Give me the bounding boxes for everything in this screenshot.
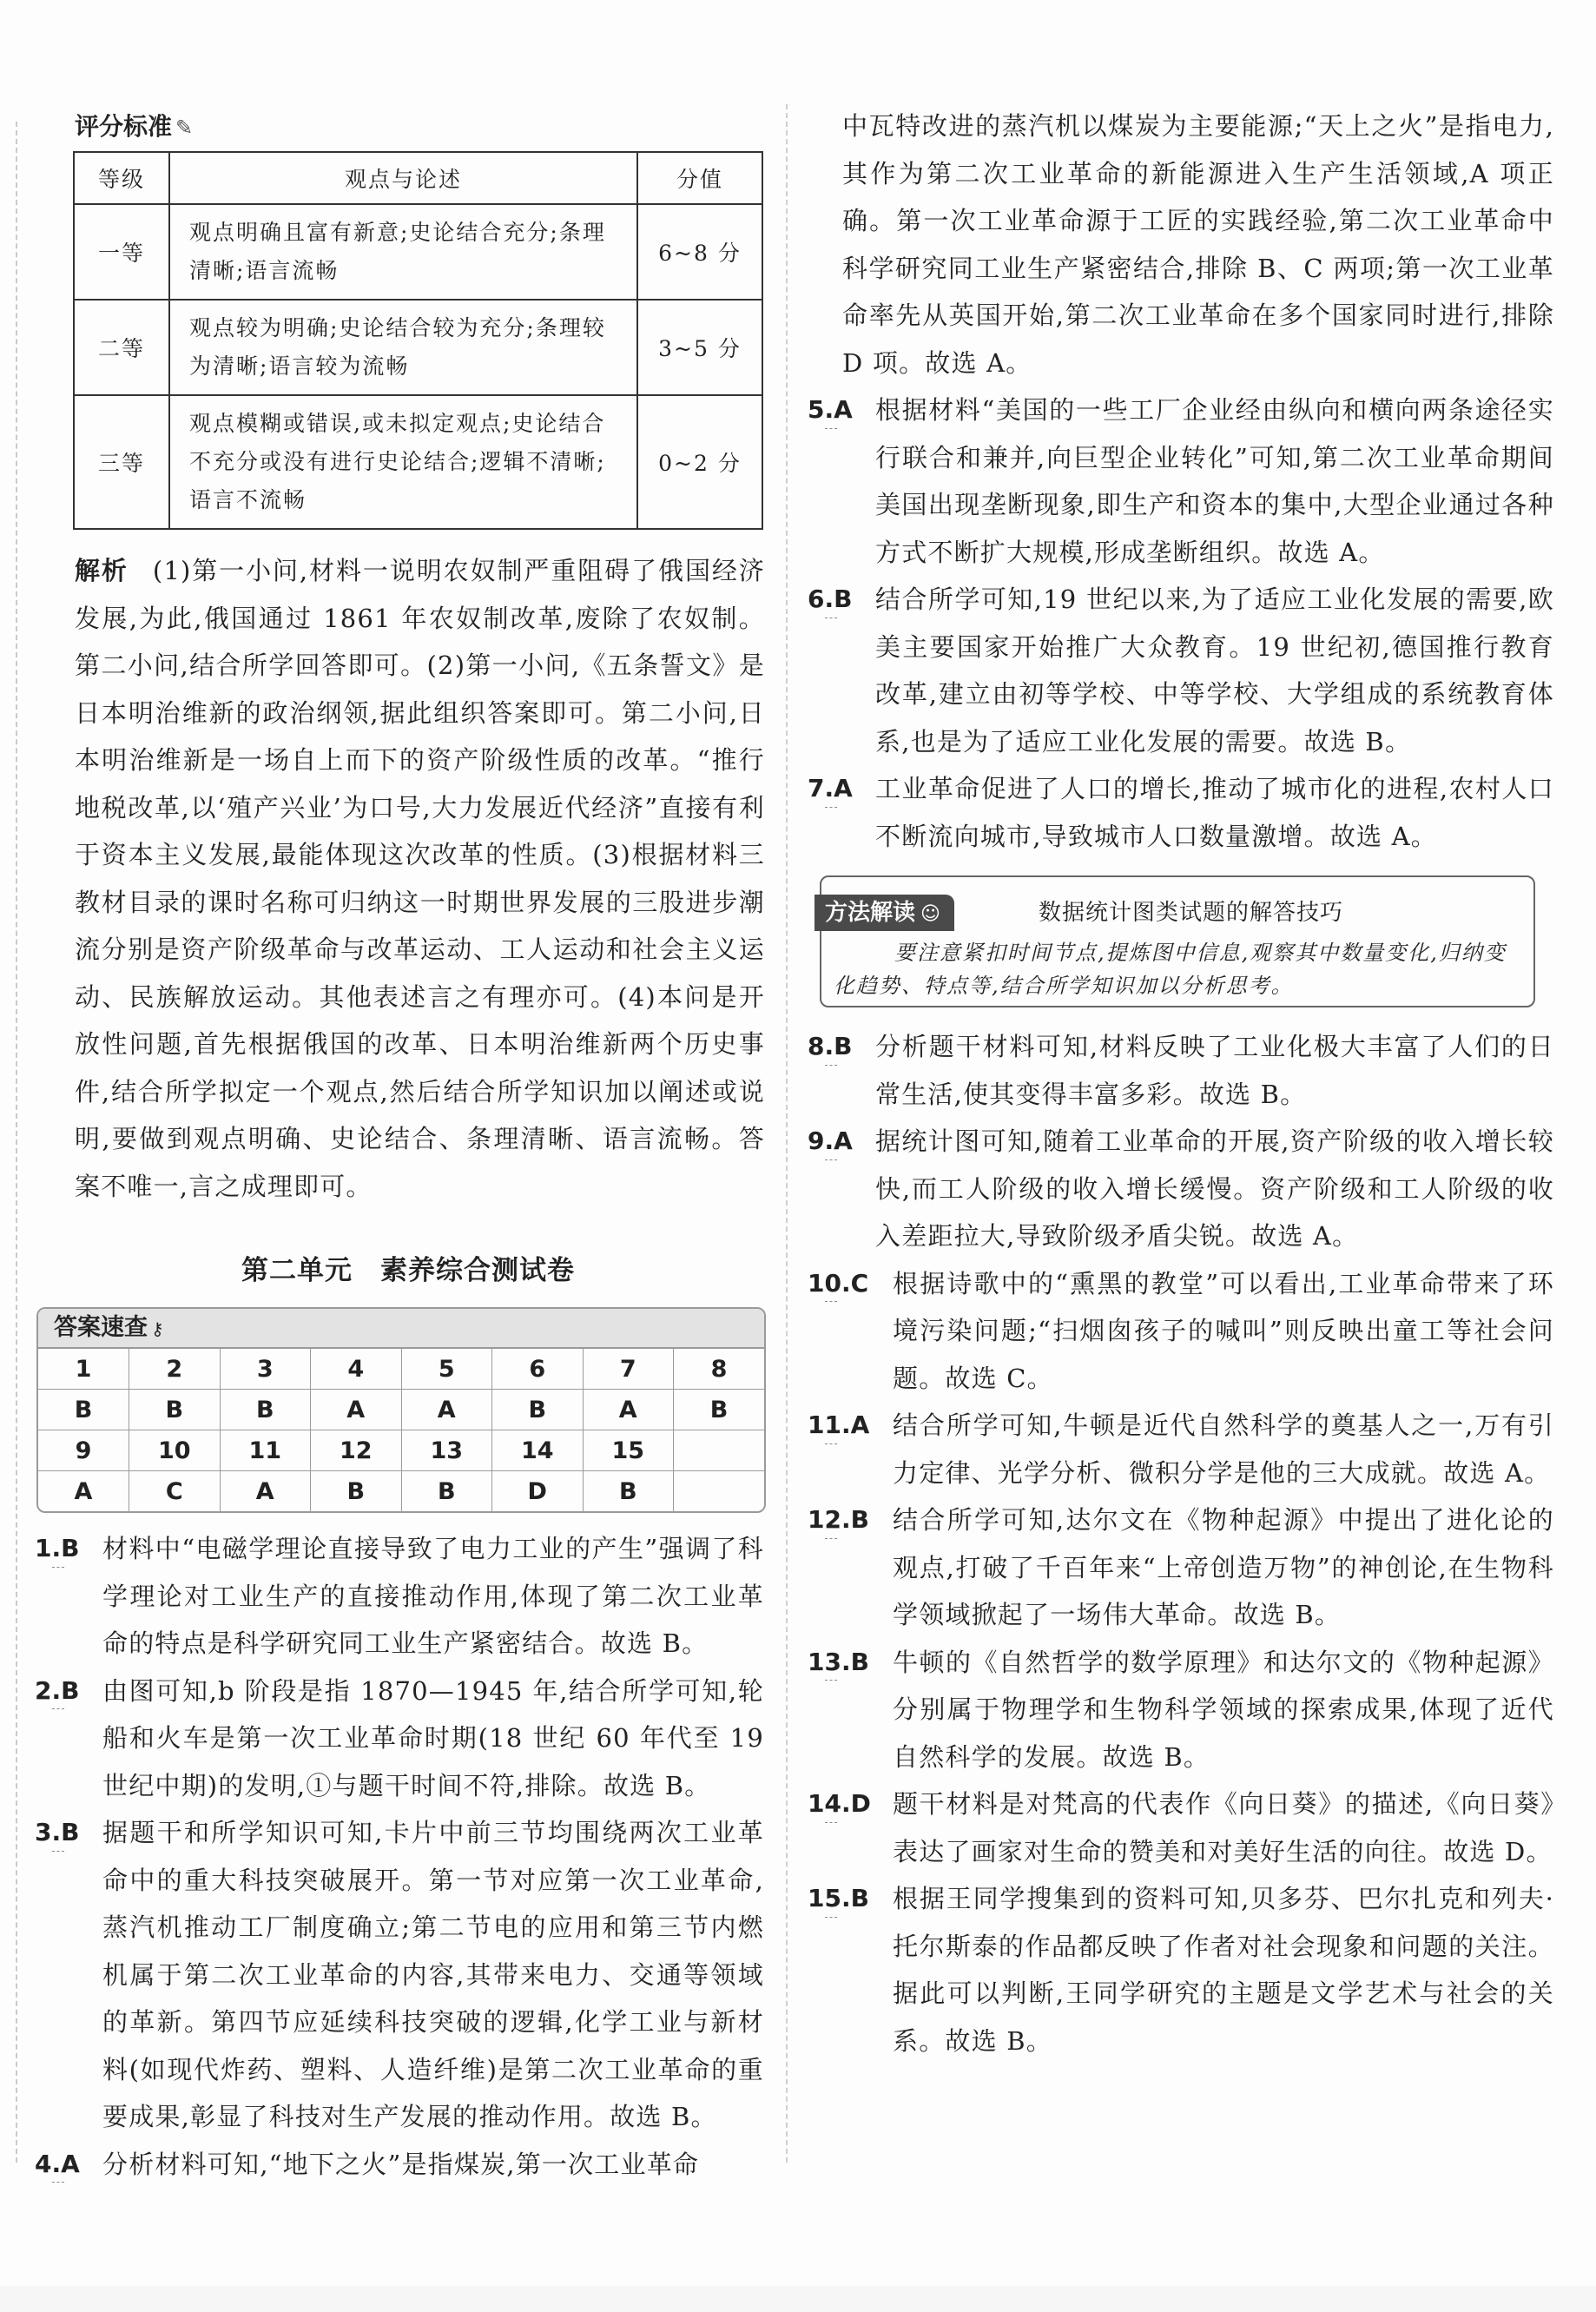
answer-explanation-7: 7.A 工业革命促进了人口的增长,推动了城市化的进程,农村人口不断流向城市,导致城市人口数量激增。故选 A。 bbox=[808, 765, 1554, 860]
answer-number: 3.B bbox=[35, 1809, 79, 1857]
method-body: 要注意紧扣时间节点,提炼图中信息,观察其中数量变化,归纳变化趋势、特点等,结合所学知识加以分析思考。 bbox=[834, 941, 1507, 998]
grid-cell: 13 bbox=[401, 1430, 492, 1471]
grid-cell bbox=[674, 1430, 765, 1471]
score-cell: 6~8 分 bbox=[637, 204, 762, 300]
score-cell: 0~2 分 bbox=[637, 395, 762, 529]
answer-number: 14.D bbox=[808, 1780, 871, 1828]
grid-cell: A bbox=[311, 1390, 402, 1430]
analysis-paragraph bbox=[75, 547, 765, 1210]
table-row bbox=[74, 395, 762, 529]
table-row bbox=[74, 300, 762, 395]
grid-cell: B bbox=[38, 1390, 129, 1430]
question-number-row bbox=[38, 1430, 764, 1471]
answer-number: 4.A bbox=[35, 2141, 80, 2189]
grid-cell: B bbox=[220, 1390, 311, 1430]
description-cell: 观点较为明确;史论结合较为充分;条理较为清晰;语言较为流畅 bbox=[169, 300, 637, 395]
column-divider bbox=[786, 104, 788, 2163]
grid-cell: 10 bbox=[129, 1430, 221, 1471]
grid-cell: 11 bbox=[220, 1430, 311, 1471]
unit-title: 第二单元 素养综合测试卷 bbox=[241, 1255, 575, 1286]
grid-cell: B bbox=[401, 1471, 492, 1512]
grid-cell: A bbox=[401, 1390, 492, 1430]
grid-cell: 12 bbox=[311, 1430, 402, 1471]
grid-cell: 3 bbox=[220, 1349, 311, 1390]
grid-cell: 14 bbox=[492, 1430, 584, 1471]
grid-cell: 5 bbox=[401, 1349, 492, 1390]
header-description: 观点与论述 bbox=[169, 152, 637, 204]
table-row bbox=[74, 204, 762, 300]
answer-letter-row bbox=[38, 1471, 764, 1512]
method-title: 数据统计图类试题的解答技巧 bbox=[1039, 900, 1344, 926]
grid-cell: B bbox=[492, 1390, 584, 1430]
grid-cell: 9 bbox=[38, 1430, 129, 1471]
answer-explanation-10: 10.C 根据诗歌中的“熏黑的教堂”可以看出,工业革命带来了环境污染问题;“扫烟囱孩子的喊叫”则反映出童工等社会问题。故选 C。 bbox=[808, 1260, 1554, 1403]
answer-4-continuation: 中瓦特改进的蒸汽机以煤炭为主要能源;“天上之火”是指电力,其作为第二次工业革命的新能源进入生产生活领域,A 项正确。第一次工业革命源于工匠的实践经验,第二次工业革命中科学研究同工业生产紧密结合,排除 B、C 两项;第一次工业革命率先从英国开始,第二次工业革命在多个国家同时进行,排除 D 项。故选 A。 bbox=[842, 111, 1554, 378]
grid-cell: 1 bbox=[38, 1349, 129, 1390]
answer-explanation-5: 5.A 根据材料“美国的一些工厂企业经由纵向和横向两条途径实行联合和兼并,向巨型企业转化”可知,第二次工业革命期间美国出现垄断现象,即生产和资本的集中,大型企业通过各种方式不断扩大规模,形成垄断组织。故选 A。 bbox=[808, 386, 1554, 576]
answer-number: 6.B bbox=[808, 576, 852, 624]
answer-explanation-8: 8.B 分析题干材料可知,材料反映了工业化极大丰富了人们的日常生活,使其变得丰富多彩。故选 B。 bbox=[808, 1023, 1554, 1118]
scoring-criteria-title: 评分标准 ✎ bbox=[75, 112, 194, 141]
level-cell: 三等 bbox=[74, 395, 169, 529]
answer-number: 13.B bbox=[808, 1639, 869, 1687]
answer-number: 5.A bbox=[808, 386, 853, 434]
quick-answer-header: 答案速查 ⚷ bbox=[38, 1309, 764, 1349]
grid-cell: B bbox=[674, 1390, 765, 1430]
grid-cell bbox=[674, 1471, 765, 1512]
question-number-row bbox=[38, 1349, 764, 1390]
answer-number: 9.A bbox=[808, 1118, 853, 1166]
answer-number: 12.B bbox=[808, 1496, 869, 1544]
grid-cell: A bbox=[220, 1471, 311, 1512]
reading-icon: ☺ bbox=[920, 903, 940, 925]
answer-number: 15.B bbox=[808, 1875, 869, 1923]
answer-explanation-11: 11.A 结合所学可知,牛顿是近代自然科学的奠基人之一,万有引力定律、光学分析、微积分学是他的三大成就。故选 A。 bbox=[808, 1402, 1554, 1496]
quick-answer-panel bbox=[36, 1307, 766, 1513]
grid-cell: 15 bbox=[583, 1430, 674, 1471]
score-cell: 3~5 分 bbox=[637, 300, 762, 395]
grid-cell: A bbox=[583, 1390, 674, 1430]
grid-cell: 2 bbox=[129, 1349, 221, 1390]
analysis-label: 解析 bbox=[75, 556, 129, 585]
answer-number: 7.A bbox=[808, 765, 853, 813]
key-icon: ⚷ bbox=[151, 1318, 164, 1339]
grid-cell: C bbox=[129, 1471, 221, 1512]
grid-cell: B bbox=[583, 1471, 674, 1512]
quick-answer-grid bbox=[38, 1349, 764, 1511]
method-badge: 方法解读 ☺ bbox=[814, 895, 954, 931]
grid-cell: D bbox=[492, 1471, 584, 1512]
answer-explanation-1: 1.B 材料中“电磁学理论直接导致了电力工业的产生”强调了科学理论对工业生产的直接推动作用,体现了第二次工业革命的特点是科学研究同工业生产紧密结合。故选 B。 bbox=[35, 1525, 764, 1668]
answer-number: 8.B bbox=[808, 1023, 852, 1071]
header-score: 分值 bbox=[637, 152, 762, 204]
answer-explanation-14: 14.D 题干材料是对梵高的代表作《向日葵》的描述,《向日葵》表达了画家对生命的赞美和对美好生活的向往。故选 D。 bbox=[808, 1780, 1554, 1875]
level-cell: 二等 bbox=[74, 300, 169, 395]
leaf-pen-icon: ✎ bbox=[175, 116, 194, 140]
answer-number: 2.B bbox=[35, 1668, 79, 1715]
method-tip-box bbox=[820, 875, 1535, 1007]
scoring-criteria-table bbox=[73, 151, 763, 530]
grid-cell: 6 bbox=[492, 1349, 584, 1390]
level-cell: 一等 bbox=[74, 204, 169, 300]
analysis-text: (1)第一小问,材料一说明农奴制严重阻碍了俄国经济发展,为此,俄国通过 1861 年农奴制改革,废除了农奴制。第二小问,结合所学回答即可。(2)第一小问,《五条誓文》是日本明治维新的政治纲领,据此组织答案即可。第二小问,日本明治维新是一场自上而下的资产阶级性质的改革。“推行地税改革,以‘殖产兴业’为口号,大力发展近代经济”直接有利于资本主义发展,最能体现这次改革的性质。(3)根据材料三教材目录的课时名称可归纳这一时期世界发展的三股进步潮流分别是资产阶级革命与改革运动、工人运动和社会主义运动、民族解放运动。其他表述言之有理亦可。(4)本问是开放性问题,首先根据俄国的改革、日本明治维新两个历史事件,结合所学拟定一个观点,然后结合所学知识加以阐述或说明,要做到观点明确、史论结合、条理清晰、语言流畅。答案不唯一,言之成理即可。 bbox=[75, 556, 765, 1201]
binding-margin-dashed-line bbox=[16, 122, 17, 2163]
grid-cell: 8 bbox=[674, 1349, 765, 1390]
description-cell: 观点明确且富有新意;史论结合充分;条理清晰;语言流畅 bbox=[169, 204, 637, 300]
answer-explanation-15: 15.B 根据王同学搜集到的资料可知,贝多芬、巴尔扎克和列夫·托尔斯泰的作品都反映了作者对社会现象和问题的关注。据此可以判断,王同学研究的主题是文学艺术与社会的关系。故选 B。 bbox=[808, 1875, 1554, 2064]
answer-number: 10.C bbox=[808, 1260, 868, 1308]
grid-cell: 7 bbox=[583, 1349, 674, 1390]
answer-explanation-6: 6.B 结合所学可知,19 世纪以来,为了适应工业化发展的需要,欧美主要国家开始推广大众教育。19 世纪初,德国推行教育改革,建立由初等学校、中等学校、大学组成的系统教育体系,也是为了适应工业化发展的需要。故选 B。 bbox=[808, 576, 1554, 765]
description-cell: 观点模糊或错误,或未拟定观点;史论结合不充分或没有进行史论结合;逻辑不清晰;语言不流畅 bbox=[169, 395, 637, 529]
answer-explanation-2: 2.B 由图可知,b 阶段是指 1870—1945 年,结合所学可知,轮船和火车是第一次工业革命时期(18 世纪 60 年代至 19 世纪中期)的发明,①与题干时间不符,排除。故选 B。 bbox=[35, 1668, 764, 1810]
grid-cell: A bbox=[38, 1471, 129, 1512]
answer-explanation-12: 12.B 结合所学可知,达尔文在《物种起源》中提出了进化论的观点,打破了千百年来“上帝创造万物”的神创论,在生物科学领域掀起了一场伟大革命。故选 B。 bbox=[808, 1496, 1554, 1639]
grid-cell: 4 bbox=[311, 1349, 402, 1390]
answer-explanation-13: 13.B 牛顿的《自然哲学的数学原理》和达尔文的《物种起源》分别属于物理学和生物科学领域的探索成果,体现了近代自然科学的发展。故选 B。 bbox=[808, 1639, 1554, 1781]
header-level: 等级 bbox=[74, 152, 169, 204]
answer-number: 11.A bbox=[808, 1402, 869, 1450]
table-header-row bbox=[74, 152, 762, 204]
answer-explanation-4: 4.A 分析材料可知,“地下之火”是指煤炭,第一次工业革命 bbox=[35, 2141, 764, 2189]
right-column bbox=[808, 102, 1554, 2064]
grid-cell: B bbox=[129, 1390, 221, 1430]
grid-cell: B bbox=[311, 1471, 402, 1512]
answer-number: 1.B bbox=[35, 1525, 79, 1573]
answer-explanation-3: 3.B 据题干和所学知识可知,卡片中前三节均围绕两次工业革命中的重大科技突破展开。第一节对应第一次工业革命,蒸汽机推动工厂制度确立;第二节电的应用和第三节内燃机属于第二次工业革命的内容,其带来电力、交通等领域的革新。第四节应延续科技突破的逻辑,化学工业与新材料(如现代炸药、塑料、人造纤维)是第二次工业革命的重要成果,彰显了科技对生产发展的推动作用。故选 B。 bbox=[35, 1809, 764, 2141]
left-column bbox=[35, 102, 764, 2188]
answer-explanation-9: 9.A 据统计图可知,随着工业革命的开展,资产阶级的收入增长较快,而工人阶级的收入增长缓慢。资产阶级和工人阶级的收入差距拉大,导致阶级矛盾尖锐。故选 A。 bbox=[808, 1118, 1554, 1260]
answer-letter-row bbox=[38, 1390, 764, 1430]
